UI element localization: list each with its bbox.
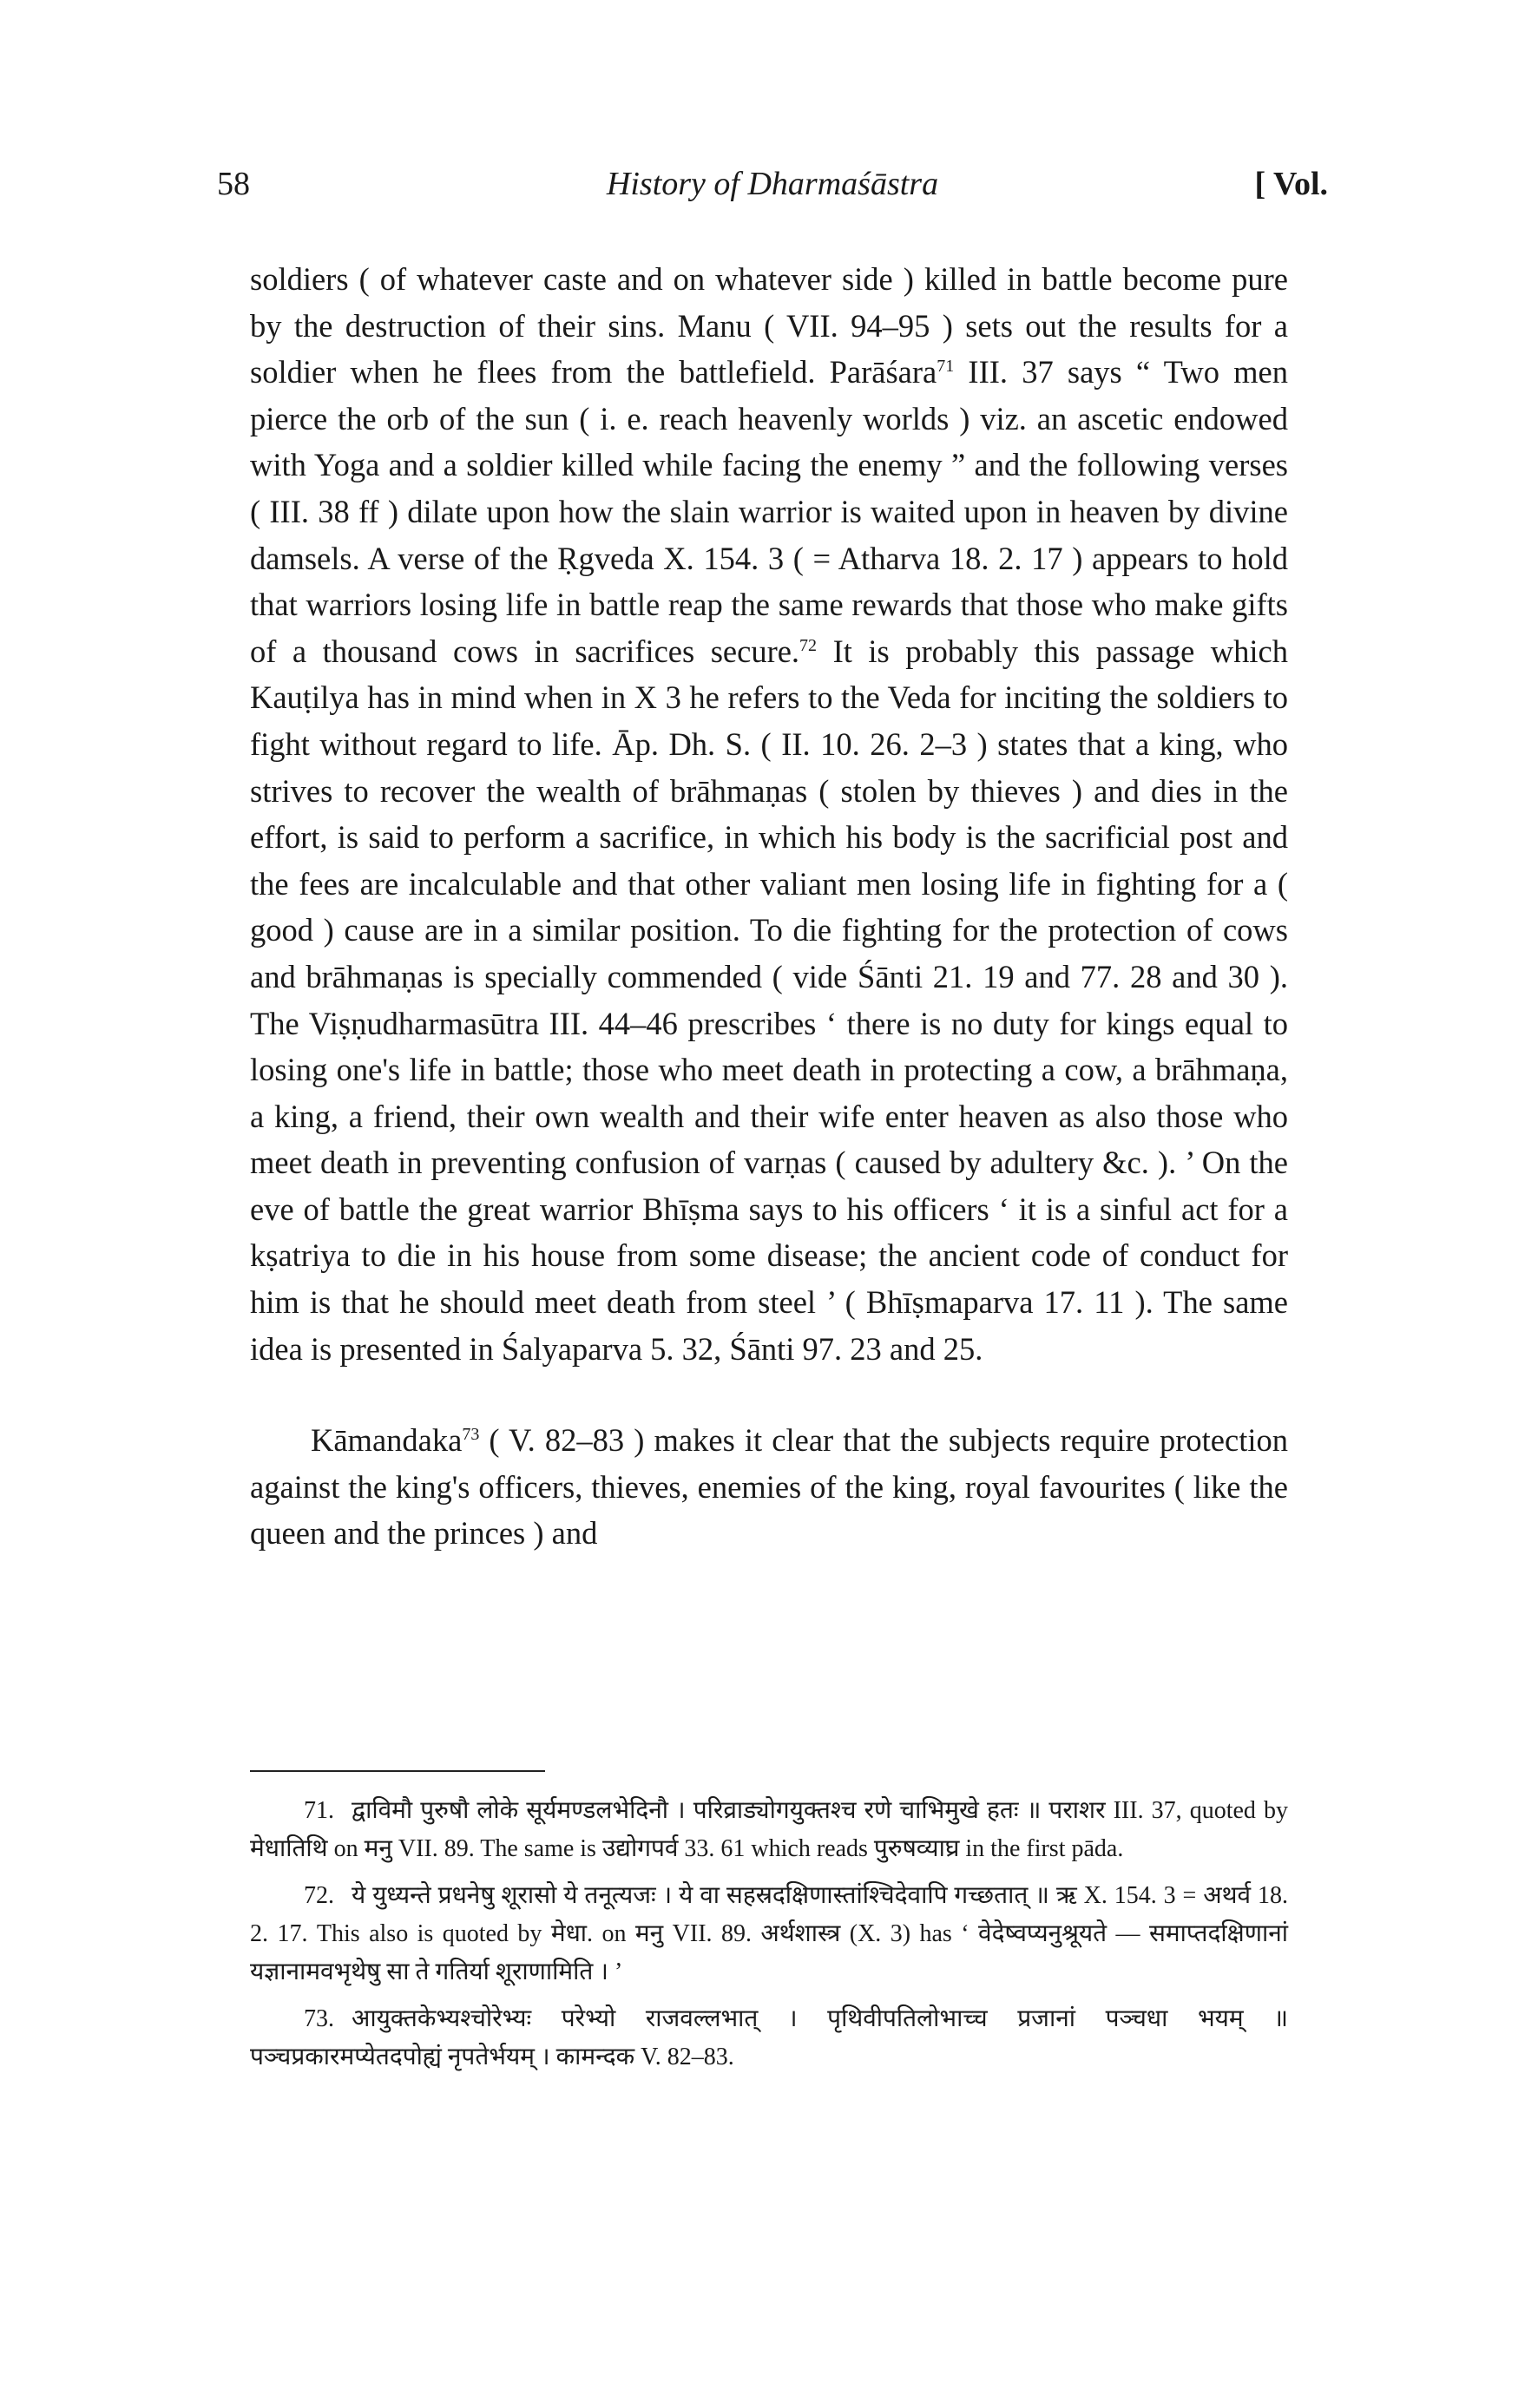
paragraph-2	[250, 1417, 1288, 1557]
footnote-ref-73[interactable]: 73	[462, 1425, 480, 1445]
volume-marker: [ Vol.	[1254, 166, 1328, 202]
paragraph-1-text-c: It is probably this passage which Kauṭilya has in mind when in X 3 he refers to the Veda for inciting the soldiers to fight without regard to life. Āp. Dh. S. ( II. 10. 26. 2–3 ) states that a king, who strives to recover the wealth of brāhmaṇas ( stolen by thieves ) and dies in the effort, is said to perform a sacrifice, in which his body is the sacrificial post and the fees are incalculable and that other valiant men losing life in fighting for a ( good ) cause are in a similar position. To die fighting for the protection of cows and brāhmaṇas is specially commended ( vide Śānti 21. 19 and 77. 28 and 30 ). The Viṣṇudharmasūtra III. 44–46 prescribes ‘ there is no duty for kings equal to losing one's life in battle; those who meet death in protecting a cow, a brāhmaṇa, a king, a friend, their own wealth and their wife enter heaven as also those who meet death in preventing confusion of varṇas ( caused by adultery &c. ). ’ On the eve of battle the great warrior Bhīṣma says to his officers ‘ it is a sinful act for a kṣatriya to die in his house from some disease; the ancient code of conduct for him is that he should meet death from steel ’ ( Bhīṣmaparva 17. 11 ). The same idea is presented in Śalyaparva 5. 32, Śānti 97. 23 and 25.	[250, 633, 1288, 1367]
page-number: 58	[217, 166, 250, 202]
running-header	[217, 165, 1328, 217]
footnote-text: ये युध्यन्ते प्रधनेषु शूरासो ये तनूत्यजः । ये वा सहस्रदक्षिणास्तांश्चिदेवापि गच्छतात् ॥ ऋ X. 154. 3 = अथर्व 18. 2. 17. This also is quoted by मेधा. on मनु VII. 89. अर्थशास्त्र (X. 3) has ‘ वेदेष्वप्यनुश्रूयते — समाप्तदक्षिणानां यज्ञानामवभृथेषु सा ते गतिर्या शूराणामिति । ’	[250, 1882, 1288, 1985]
main-text	[250, 256, 1288, 1557]
footnote-number: 73.	[304, 2005, 334, 2032]
footnote-73	[250, 2000, 1288, 2077]
footnote-71	[250, 1792, 1288, 1868]
footnote-text: द्वाविमौ पुरुषौ लोके सूर्यमण्डलभेदिनौ । परिव्राड्योगयुक्तश्च रणे चाभिमुखे हतः ॥ पराशर III. 37, quoted by मेधातिथि on मनु VII. 89. The same is उद्योगपर्व 33. 61 which reads पुरुषव्याघ्र in the first pāda.	[250, 1797, 1288, 1862]
footnote-number: 71.	[304, 1797, 334, 1824]
footnotes	[250, 1792, 1288, 2085]
running-title: History of Dharmaśāstra	[606, 166, 939, 202]
footnote-text: आयुक्तकेभ्यश्चोरेभ्यः परेभ्यो राजवल्लभात् । पृथिवीपतिलोभाच्च प्रजानां पञ्चधा भयम् ॥ पञ्चप्रकारमप्येतदपोह्यं नृपतेर्भयम् । कामन्दक V. 82–83.	[250, 2005, 1288, 2070]
footnote-ref-72[interactable]: 72	[799, 635, 818, 655]
paragraph-1	[250, 256, 1288, 1372]
paragraph-1-text-b: III. 37 says “ Two men pierce the orb of the sun ( i. e. reach heavenly worlds ) viz. an ascetic endowed with Yoga and a soldier killed while facing the enemy ” and the following verses ( III. 38 ff ) dilate upon how the slain warrior is waited upon in heaven by divine damsels. A verse of the Ṛgveda X. 154. 3 ( = Atharva 18. 2. 17 ) appears to hold that warriors losing life in battle reap the same rewards that those who make gifts of a thousand cows in sacrifices secure.	[250, 354, 1289, 669]
footnote-72	[250, 1877, 1288, 1991]
footnote-rule	[250, 1770, 545, 1772]
footnote-number: 72.	[304, 1882, 334, 1909]
paragraph-2-text-b: ( V. 82–83 ) makes it clear that the subjects require protection against the king's officers, thieves, enemies of the king, royal favourites ( like the queen and the princes ) and	[250, 1422, 1288, 1552]
paragraph-1-text-a: soldiers ( of whatever caste and on whatever side ) killed in battle become pure by the destruction of their sins. Manu ( VII. 94–95 ) sets out the results for a soldier when he flees from the battlefield. Parāśara	[250, 261, 1288, 390]
footnote-ref-71[interactable]: 71	[937, 357, 955, 377]
paragraph-2-text-a: Kāmandaka	[311, 1422, 463, 1459]
